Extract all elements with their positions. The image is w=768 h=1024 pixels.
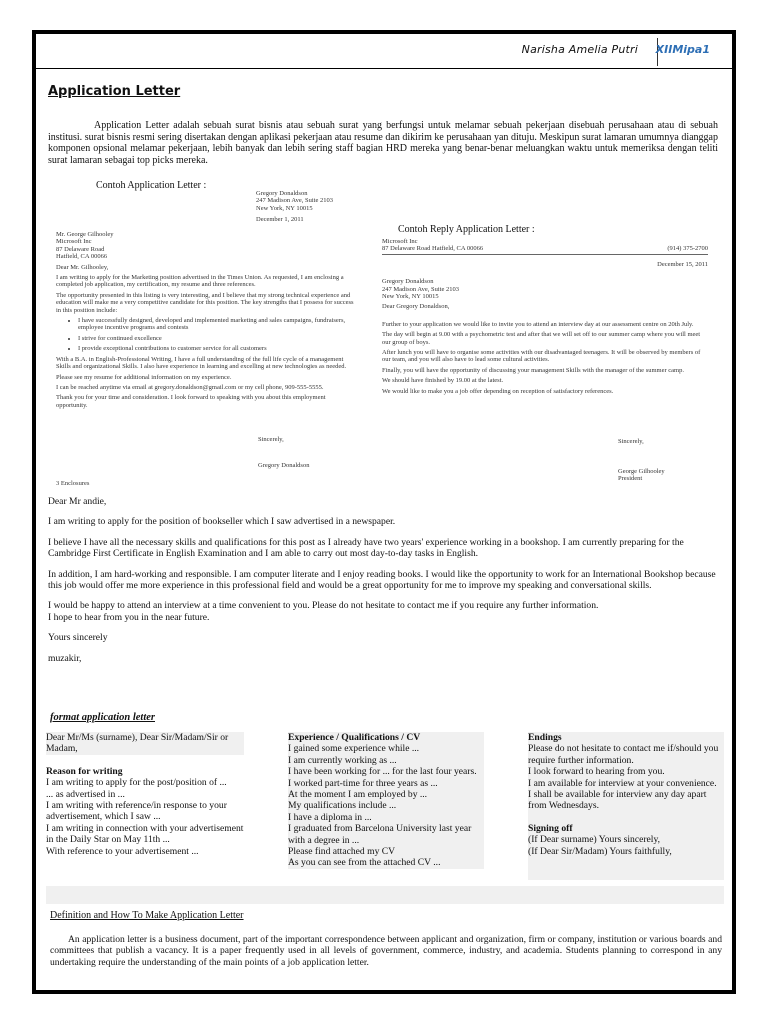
format-intro: Dear Mr/Ms (surname), Dear Sir/Madam/Sir or Madam,: [46, 732, 244, 755]
reply-paragraph: Finally, you will have the opportunity of discussing your management Skills with the manager of the summer camp.: [382, 366, 684, 374]
format-line: I am available for interview at your convenience.: [528, 777, 717, 789]
intro-paragraph: Application Letter adalah sebuah surat bisnis atau sebuah surat yang berfungsi untuk melamar sebuah pekerjaan disebuah perusahaan atau di sebuah institusi. surat bisnis resmi sering disertakan dengan aplikasi pekerjaan atau resume dan dikirim ke perusahaan yan dituju. Meskipun surat lamaran umumnya dianggap komponen opsional melamar pekerjaan, lebih banyak dan lebih sering staff bagian HRD mereka yang benar-benar meluangkan waktu untuk memeriksa dengan teliti surat lamaran sebagai top picks mereka.: [48, 120, 718, 166]
reply-phone: (914) 375-2700: [667, 245, 708, 253]
recipient-line: 247 Madison Ave, Suite 2103: [382, 285, 459, 293]
list-item: • I provide exceptional contributions to customer service for all customers: [78, 345, 356, 352]
reply-date: December 15, 2011: [657, 260, 708, 268]
sample-letter: [48, 496, 724, 673]
format-line: I look forward to hearing from you.: [528, 766, 665, 778]
format-line: I graduated from Barcelona University last year with a degree in ...: [288, 823, 472, 846]
format-line: Please find attached my CV: [288, 846, 396, 858]
letter-paragraph: I am writing to apply for the Marketing position advertised in the Times Union. As requested, I am enclosing a completed job application, my certification, my resume and three references.: [56, 274, 344, 289]
recipient-line: New York, NY 10015: [382, 293, 439, 301]
format-line: (If Dear Sir/Madam) Yours faithfully,: [528, 845, 672, 857]
list-item: • I strive for continued excellence: [78, 335, 356, 342]
letter-paragraph: The opportunity presented in this listing is very interesting, and I believe that my strong technical experience and education will make me a very competitive candidate for this position. The key strengths that I possess for success in this position include:: [56, 291, 354, 314]
format-heading: Endings: [528, 732, 562, 743]
example-signature: Gregory Donaldson: [258, 462, 310, 469]
reply-letterhead: [382, 245, 708, 254]
letter-paragraph: In addition, I am hard-working and responsible. I am computer literate and I enjoy reading books. I would like the opportunity to work for an International Bookshop because this job would offer me more experience in this professional field and would be a great opportunity for me to improve my speaking and conversational skills.: [48, 568, 716, 592]
author-name: Narisha Amelia Putri: [521, 43, 638, 56]
header-rule: [36, 68, 732, 69]
format-heading: Experience / Qualifications / CV: [288, 732, 421, 743]
shaded-band: [46, 886, 724, 904]
letter-paragraph: With a B.A. in English-Professional Writing, I have a full understanding of the full life cycle of a management Skills and organizational Skills. I also have experience in learning and excelling at new technologies as needed.: [56, 355, 347, 371]
format-line: I gained some experience while ...: [288, 743, 420, 755]
format-heading: Signing off: [528, 822, 573, 834]
letter-closing: Yours sincerely: [48, 632, 108, 644]
letter-salutation: Dear Mr andie,: [48, 496, 107, 507]
recipient-line: Gregory Donaldson: [382, 278, 434, 286]
sender-line: New York, NY 10015: [256, 204, 313, 212]
reply-paragraph: The day will begin at 9.00 with a psychometric test and after that we will set off to our summer camp where you will meet our group of boys.: [382, 331, 701, 346]
page-header: [36, 34, 732, 68]
format-line: (If Dear surname) Yours sincerely,: [528, 834, 661, 846]
format-title: format application letter: [50, 712, 155, 723]
format-column-endings: [528, 732, 724, 880]
format-line: I am currently working as ...: [288, 754, 397, 766]
reply-closing: Sincerely,: [618, 438, 644, 445]
reply-company: Microsoft Inc: [382, 238, 418, 245]
format-column-reason: [46, 732, 244, 857]
example-enclosures: 3 Enclosures: [56, 480, 90, 487]
reply-paragraph: After lunch you will have to organise some activities with our disadvantaged teenagers. It will be observed by members of our team, and you will also have to lead some cultural activities.: [382, 349, 701, 364]
format-heading: Reason for writing: [46, 765, 123, 777]
format-line: I am writing with reference/in response to your advertisement, which I saw ...: [46, 800, 227, 823]
example-closing: Sincerely,: [258, 436, 284, 443]
format-line: My qualifications include ...: [288, 800, 397, 812]
example-letter-body: [56, 231, 356, 412]
format-line: At the moment I am employed by ...: [288, 789, 428, 801]
letter-paragraph: I believe I have all the necessary skills and qualifications for this post as I already have two years' experience working in a bookshop. I am currently preparing for the Cambridge First Certificate in English Examination and I am able to carry out most day-to-day tasks in English.: [48, 536, 684, 560]
letter-salutation: Dear Mr. Gilhooley,: [56, 263, 109, 271]
reply-signature: [618, 468, 665, 483]
format-line: I have been working for ... for the last four years.: [288, 766, 477, 778]
reply-paragraph: Further to your application we would like to invite you to attend an interview day at our assessment centre on 20th July.: [382, 320, 694, 328]
reply-paragraph: We would like to make you a job offer depending on reception of satisfactory references.: [382, 387, 614, 395]
format-line: ... as advertised in ...: [46, 788, 125, 800]
format-line: As you can see from the attached CV ...: [288, 857, 441, 869]
recipient-line: Hatfield, CA 00066: [56, 253, 108, 261]
class-label: XIIMipa1: [655, 43, 710, 56]
sender-line: 247 Madison Ave, Suite 2103: [256, 197, 333, 205]
page-title: Application Letter: [48, 84, 181, 99]
definition-paragraph: An application letter is a business document, part of the important correspondence between applicant and organization, firm or company, institution or various boards and committees that publish a vacancy. It is a paper frequently used in all levels of government, commerce, industry, and academia. Students planning to correspond in any undertaking require the understanding of the main points of a job application letter.: [50, 934, 722, 968]
example-caption: Contoh Application Letter :: [96, 180, 207, 191]
definition-title: Definition and How To Make Application Letter: [50, 910, 244, 921]
reply-paragraph: We should have finished by 19.00 at the latest.: [382, 377, 504, 385]
format-column-experience: [288, 732, 484, 869]
letter-paragraph: Please see my resume for additional information on my experience.: [56, 373, 232, 381]
format-line: I have a diploma in ...: [288, 811, 372, 823]
letter-line: I would be happy to attend an interview at a time convenient to you. Please do not hesitate to contact me if you require any further information.: [48, 600, 599, 612]
reply-caption: Contoh Reply Application Letter :: [398, 224, 535, 235]
reply-signature-name: George Gilhooley: [618, 468, 665, 475]
document-page: [32, 30, 736, 994]
letter-date: December 1, 2011: [256, 216, 304, 224]
recipient-line: 87 Delaware Road: [56, 245, 105, 253]
format-line: Please do not hesitate to contact me if/should you require further information.: [528, 743, 719, 766]
reply-letter-body: [382, 238, 708, 398]
letter-paragraph: I am writing to apply for the position of bookseller which I saw advertised in a newspaper.: [48, 516, 396, 528]
format-table: [46, 732, 724, 882]
format-line: I am writing in connection with your advertisement in the Daily Star on May 11th ...: [46, 822, 244, 846]
format-line: With reference to your advertisement ...: [46, 845, 199, 857]
format-line: I worked part-time for three years as ...: [288, 777, 438, 789]
reply-address: 87 Delaware Road Hatfield, CA 00066: [382, 245, 484, 253]
list-item: • I have successfully designed, developed and implemented marketing and sales campaigns, fundraisers, employee incentive programs and contests: [78, 317, 356, 332]
example-sender-block: [256, 190, 366, 224]
recipient-line: Microsoft Inc: [56, 238, 92, 246]
format-line: I shall be available for interview any day apart from Wednesdays.: [528, 789, 707, 812]
letter-line: I hope to hear from you in the near future.: [48, 611, 210, 623]
reply-salutation: Dear Gregory Donaldson,: [382, 303, 450, 311]
sender-line: Gregory Donaldson: [256, 190, 308, 197]
letter-signature: muzakir,: [48, 652, 82, 664]
reply-signature-title: President: [618, 475, 643, 483]
recipient-line: Mr. George Gilhooley: [56, 231, 114, 238]
letter-paragraph: Thank you for your time and consideration. I look forward to speaking with you about this employment opportunity.: [56, 394, 326, 409]
format-line: I am writing to apply for the post/position of ...: [46, 777, 227, 789]
strengths-list: [56, 317, 356, 353]
letter-paragraph: I can be reached anytime via email at gregory.donaldson@gmail.com or my cell phone, 909-555-5555.: [56, 383, 324, 391]
